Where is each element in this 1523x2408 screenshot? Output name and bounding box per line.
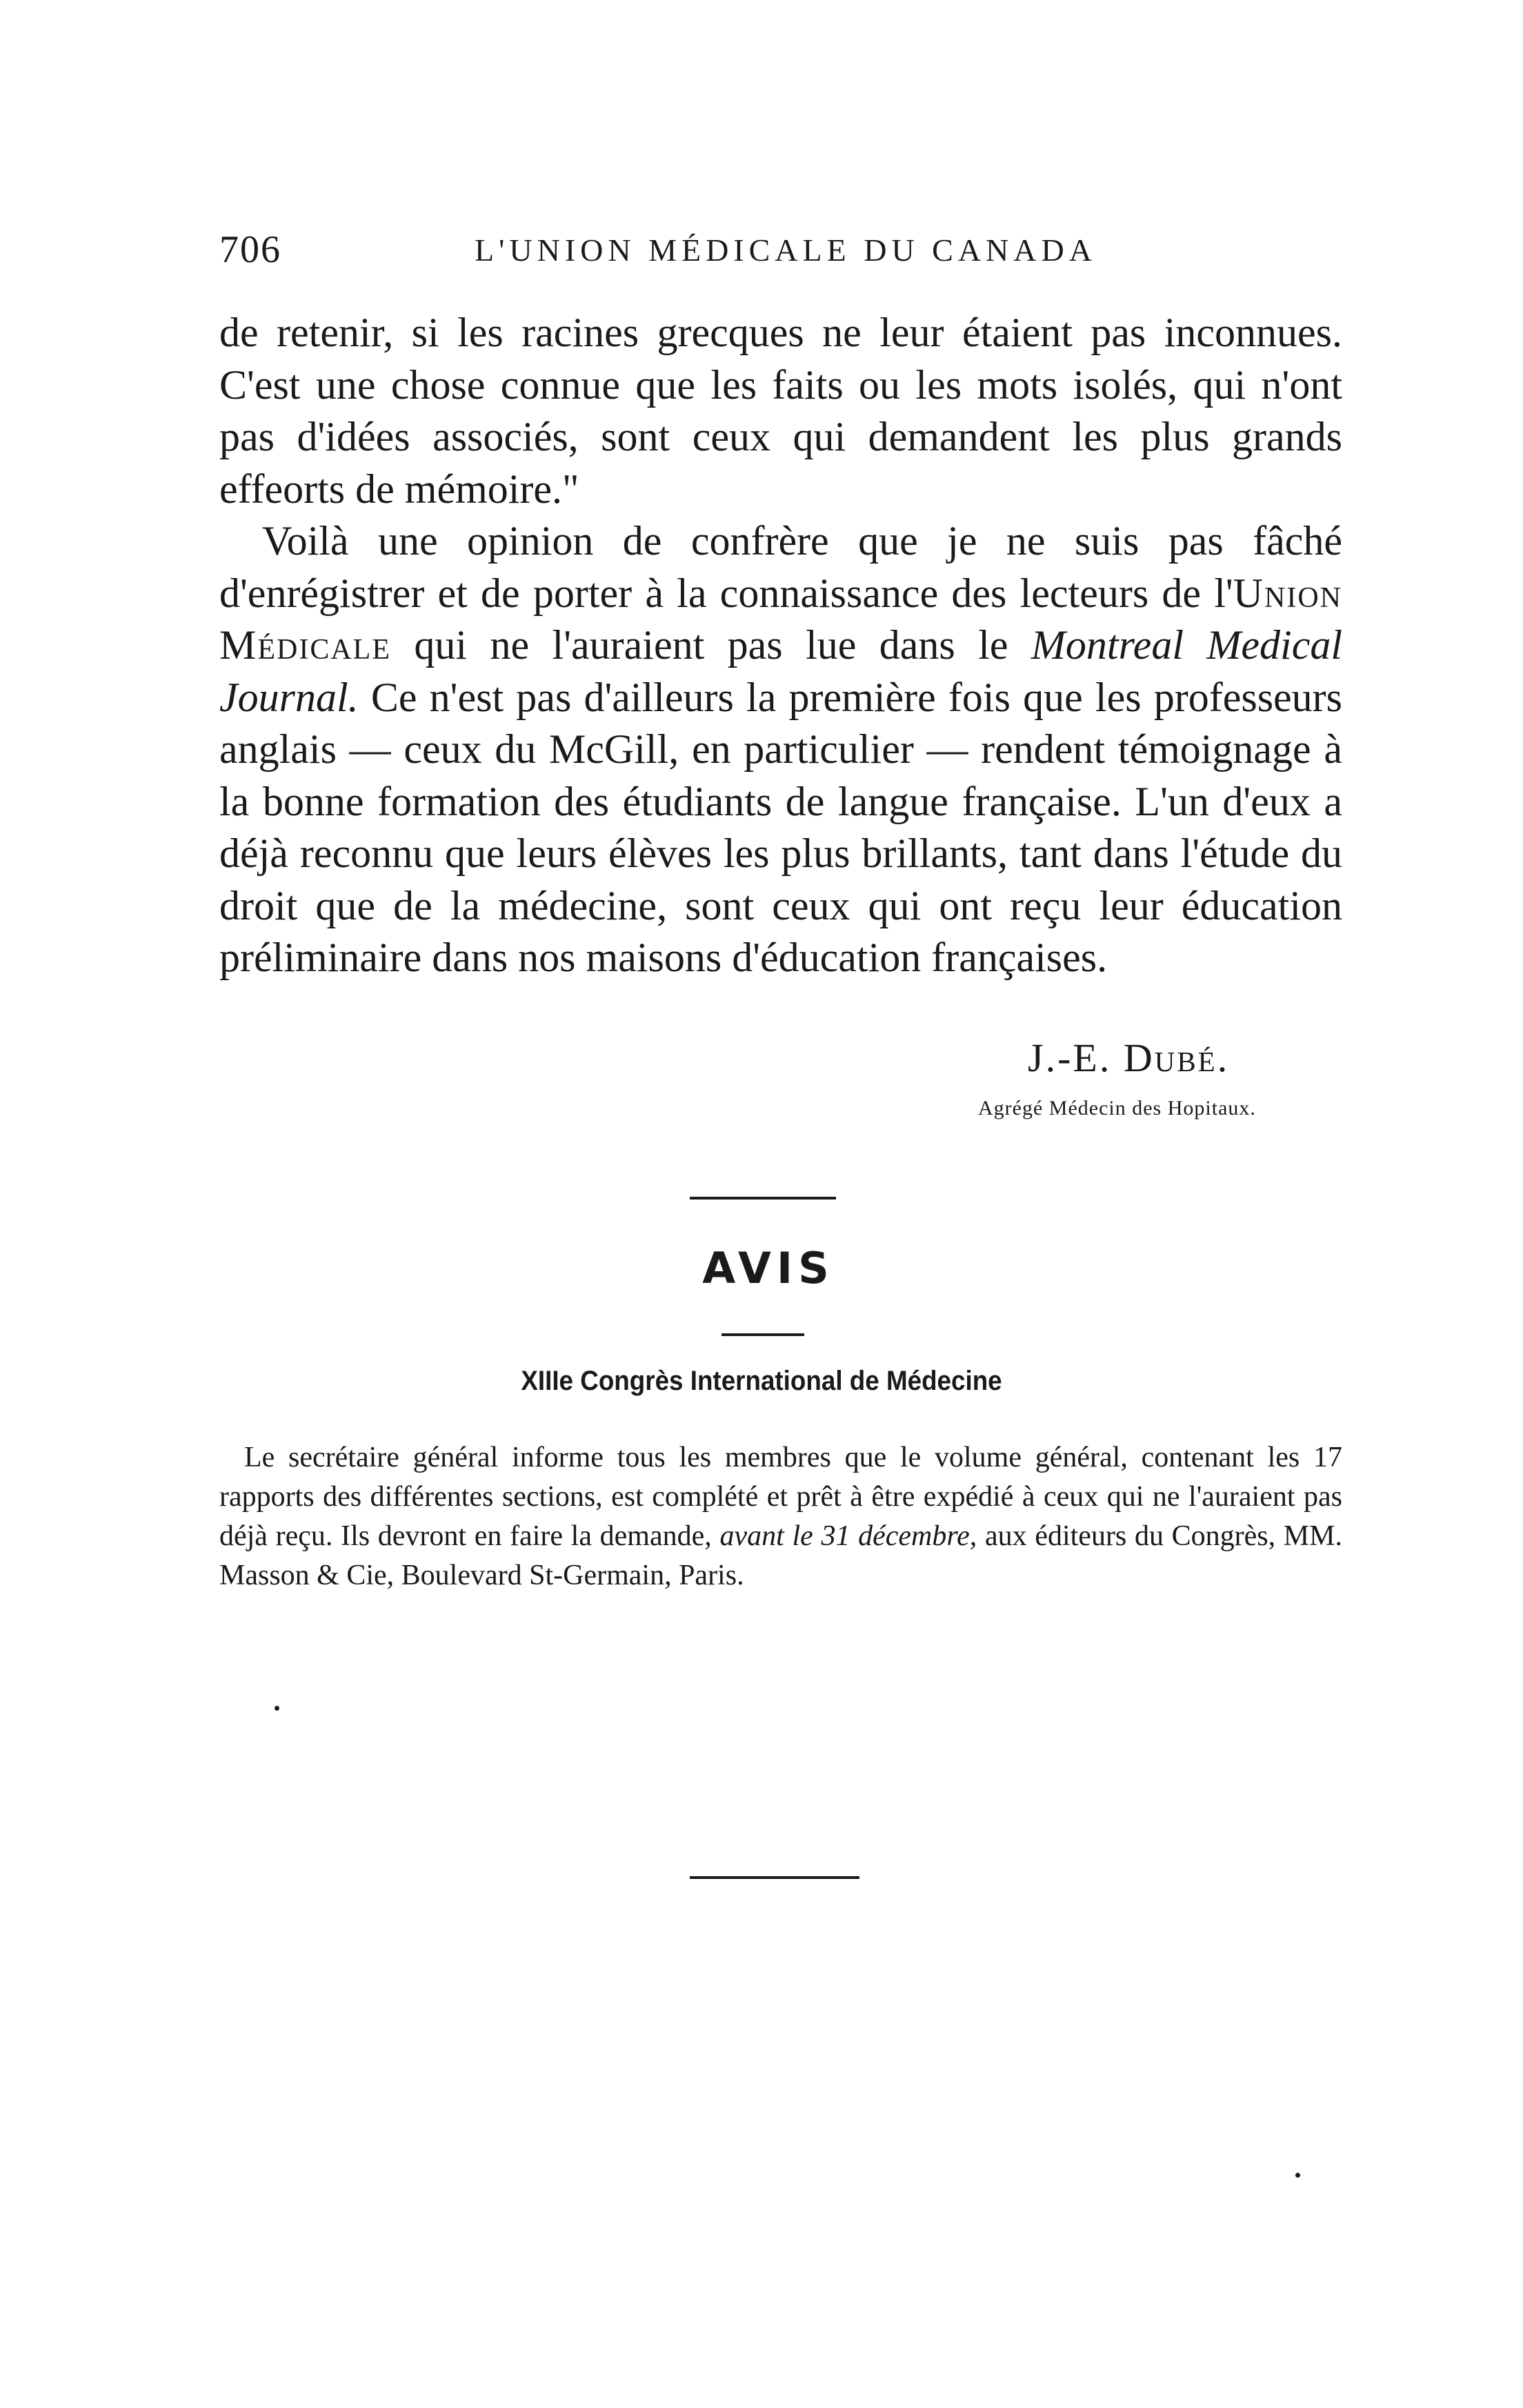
congress-title: XIIIe Congrès International de Médecine <box>521 1366 1002 1396</box>
author-signature <box>1028 1035 1229 1081</box>
stray-mark <box>275 1706 279 1711</box>
section-divider-top <box>690 1197 836 1200</box>
author-title: Agrégé Médecin des Hopitaux. <box>978 1097 1256 1120</box>
article-body <box>219 307 1342 984</box>
paragraph-2-text-b: qui ne l'auraient pas lue dans le <box>390 622 1031 668</box>
journal-citation: Montreal Medical Journal. <box>219 622 1342 720</box>
notice-deadline: avant le 31 décembre, <box>719 1520 977 1552</box>
notice-paragraph <box>219 1438 1342 1595</box>
paragraph-1: de retenir, si les racines grecques ne leur étaient pas inconnues. C'est une chose connue que les faits ou les mots isolés, qui n'ont pas d'idées associés, sont ceux qui demandent les plus grands effeorts de mémoire." <box>219 310 1342 512</box>
notice-text-a: Le secrétaire général informe tous les membres que le volume général, contenant les 17 rapports des différentes sections, est complété et prêt à être expédié à ceux qui ne l'auraient pas déjà reçu. Ils devront en faire la demande, <box>219 1442 1342 1552</box>
avis-heading <box>0 1243 1523 1293</box>
running-header <box>219 228 1342 283</box>
stray-mark <box>1295 2173 1300 2178</box>
notice-text-b: aux éditeurs du Congrès, MM. Masson & Cie, Boulevard St-Germain, Paris. <box>219 1520 1342 1591</box>
paragraph-2-text-a: Voilà une opinion de confrère que je ne suis pas fâché d'enrégistrer et de porter à la connaissance des lecteurs de l' <box>219 518 1342 616</box>
page-number: 706 <box>219 228 281 271</box>
section-divider-short <box>721 1333 804 1336</box>
author-initials: J.-E. <box>1028 1035 1112 1080</box>
paragraph-2 <box>219 515 1342 984</box>
paragraph-2-text-c: Ce n'est pas d'ailleurs la première fois que les professeurs anglais — ceux du McGill, en particulier — rendent témoignage à la bonne formation des étudiants de langue française. L'un d'eux a déjà reconnu que leurs élèves les plus brillants, tant dans l'étude du droit que de la médecine, sont ceux qui ont reçu leur éducation préliminaire dans nos maisons d'éducation françaises. <box>219 674 1342 980</box>
avis-heading-text: AVIS <box>702 1243 835 1293</box>
union-medicale-name: Union Médicale <box>219 570 1342 668</box>
journal-title: L'UNION MÉDICALE DU CANADA <box>475 232 1097 268</box>
section-divider-bottom <box>690 1876 859 1879</box>
author-surname: Dubé. <box>1123 1035 1230 1080</box>
notice-body <box>219 1438 1342 1595</box>
